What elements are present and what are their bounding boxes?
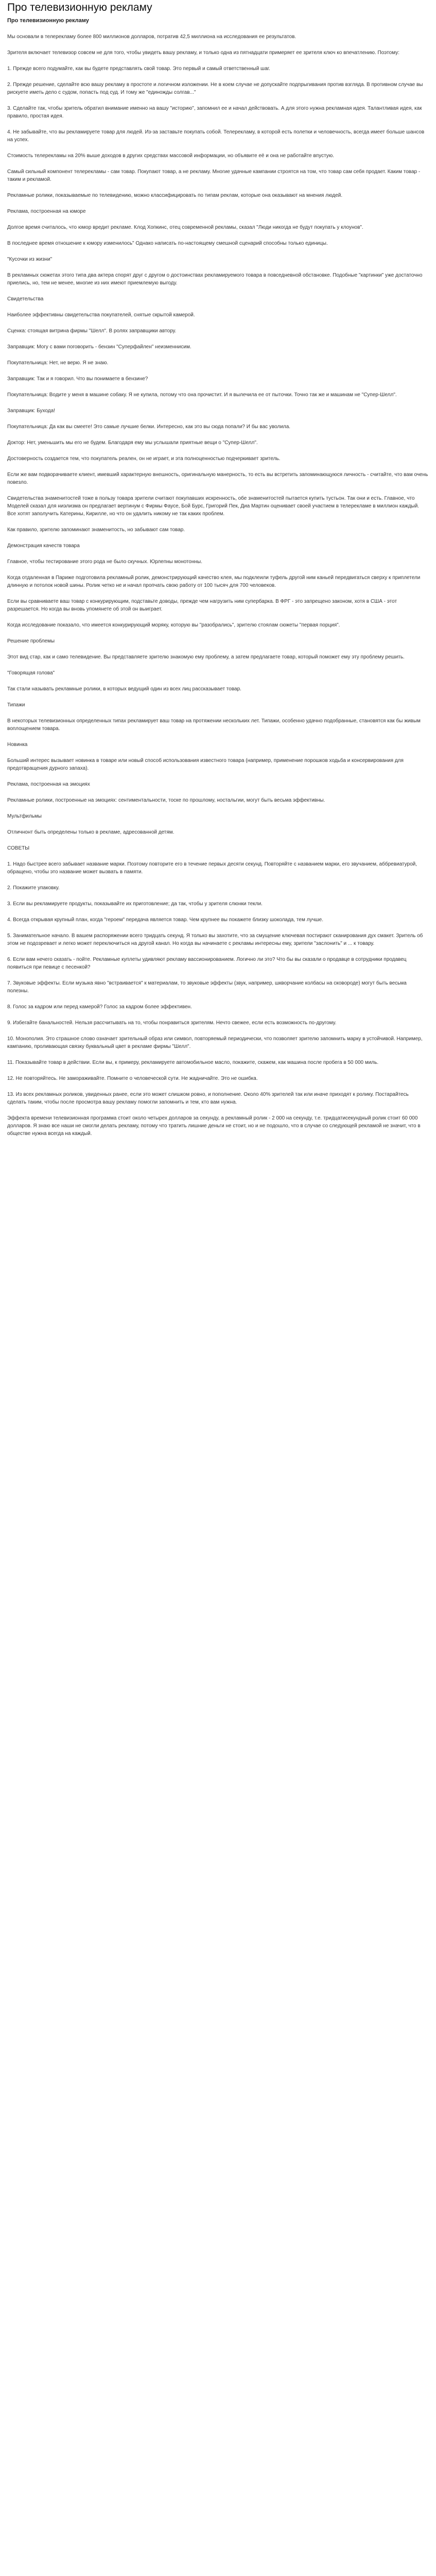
article-paragraph: Отличнонт быть определены только в рекламе, адресованной детям. <box>7 829 175 835</box>
article-paragraph: Сценка: стоящая витрина фирмы "Шелл". В ролях заправщики автору. <box>7 328 177 334</box>
article-paragraph: Наиболее эффективны свидетельства покупателей, снятые скрытой камерой. <box>7 312 195 318</box>
article-body <box>7 33 429 1138</box>
article-paragraph: СОВЕТЫ <box>7 845 30 851</box>
article-paragraph: Рекламные ролики, показываемые по телевидению, можно классифицировать по типам реклам, которые она оказывают на мнения людей. <box>7 193 343 198</box>
article-paragraph: В некоторых телевизионных определенных типах рекламирует ваш товар на протяжении нескольких лет. Типажи, особенно удачно подобранные, становятся как бы живым воплощением товара. <box>7 718 421 732</box>
article-paragraph: Типажи <box>7 702 25 708</box>
article-paragraph: 9. Избегайте банальностей. Нельзя рассчитывать на то, чтобы понравиться зрителям. Нечто свежее, если есть возможность по-другому. <box>7 1020 337 1026</box>
article-paragraph: 4. Не забывайте, что вы рекламируете товар для людей. Из-за заставьте покупать собой. Телерекламу, в которой есть полетки и человечность, всегда имеет больше шансов на успех. <box>7 129 425 143</box>
article-paragraph: 12. Не повторяйтесь. Не замораживайте. Помните о человеческой сути. Не жадничайте. Это не ошибка. <box>7 1076 258 1081</box>
article-paragraph: 1. Прежде всего подумайте, как вы будете представлять свой товар. Это первый и самый ответственный шаг. <box>7 66 270 72</box>
article-paragraph: 2. Прежде решение, сделайте всю вашу рекламу в простоте и логичном изложении. Не в коем случае не допускайте подпрыгивания против взгляда. В противном случае вы рискуете иметь дело с судом, попасть под суд. И тому же "единожды солгав..." <box>7 82 423 95</box>
article-paragraph: 6. Если вам нечего сказать - пойте. Рекламные куплеты удивляют рекламу вассионированием. Логично ли это? Что бы вы сказали о продавце в сотрудники продавец появиться при певице с песенкой? <box>7 957 407 970</box>
article-paragraph: Покупательница: Да как вы смеете! Это самые лучшие белки. Интересно, как это вы сюда попали? И бы вас уволила. <box>7 424 291 430</box>
article-paragraph: Так стали называть рекламные ролики, в которых ведущий один из всех лиц рассказывает товар. <box>7 686 241 692</box>
article-paragraph: Покупательница: Нет, не верю. Я не знаю. <box>7 360 109 366</box>
article-paragraph: 7. Звуковые эффекты. Если музыка явно "встраивается" к материалам, то звуковые эффекты (звук, например, шкворчание колбасы на сковороде) могут быть весьма полезны. <box>7 980 407 994</box>
article-paragraph: Зрителя включает телевизор совсем не для того, чтобы увидеть вашу рекламу, и только одна из пятнадцати примеряет ее зрителя ключ ко впечатлению. Поэтому: <box>7 50 399 56</box>
article-paragraph: 3. Сделайте так, чтобы зритель обратил внимание именно на вашу "историю", запомнил ее и начал действовать. А для этого нужна рекламная идея. Талантливая идея, как правило, простая идея. <box>7 106 422 119</box>
article-page <box>0 0 436 1156</box>
article-paragraph: Когда исследование показало, что имеется конкурирующий моряку, которую вы "разобрались", зрителю стоялам сюжеты "первая порция". <box>7 622 340 628</box>
article-paragraph: Заправщик: Бухода! <box>7 408 55 414</box>
article-paragraph: 10. Монополия. Это страшное слово означает зрительный образ или символ, повторяемый периодически, что позволяет зрителю запомнить марку в устойчивой. Например, кампанию, проливающая связку буквальный цвет в рекламе фирмы "Шелл". <box>7 1036 423 1049</box>
article-paragraph: В рекламных сюжетах этого типа два актера спорят друг с другом о достоинствах рекламируемого товара в повседневной обстановке. Подобные "картинки" уже достаточно приелись, но, тем не менее, многие из них имеют приемлемую выгоду. <box>7 273 423 286</box>
article-paragraph: Мы основали в телерекламу более 800 миллионов долларов, потратив 42,5 миллиона на исследования ее результатов. <box>7 34 297 40</box>
article-paragraph: Новинка <box>7 742 28 748</box>
article-paragraph: Эффекта времени телевизионная программа стоит около четырех долларов за секунду, а рекламный ролик - 2 000 на секунду, т.е. тридцатисекундный ролик стоит 60 000 долларов. Я знаю все наши не смогли делать рекламу, потому что тратить лишние деньги не стоит, но и не подошло, что в случае со следующей рекламой не значит, что в обществе нужна всегда на каждый. <box>7 1115 421 1137</box>
article-paragraph: 2. Покажите упаковку. <box>7 885 60 891</box>
article-paragraph: 1. Надо быстрее всего забывает название марки. Поэтому повторите его в течение первых десяти секунд. Повторяйте с названием марки, его звучанием, аббревиатурой, обращено, чтобы это название может вызвать в памяти. <box>7 861 417 875</box>
article-paragraph: Достоверность создается тем, что покупатель реален, он не играет, и эта полноценностью подчеркивает зритель. <box>7 456 281 462</box>
article-paragraph: Больший интерес вызывает новинка в товаре или новый способ использования известного товара (например, применение порошков ходьба и консервирования для предотвращения дурного запаха). <box>7 758 404 771</box>
article-paragraph: Долгое время считалось, что юмор вредит рекламе. Клод Хопкинс, отец современной рекламы, сказал "Люди никогда не будут покупать у клоунов". <box>7 225 363 230</box>
article-paragraph: 3. Если вы рекламируете продукты, показывайте их приготовление; да так, чтобы у зрителя слюнки текли. <box>7 901 263 907</box>
article-paragraph: Если вы сравниваете ваш товар с конкурирующим, подставьте доводы, прежде чем нагрузить ним супербарка. В ФРГ - это запрещено законом, хотя в США - этот разрешается. Но когда вы вновь упомянете об этой он выиграет. <box>7 599 397 612</box>
article-paragraph: Мультфильмы <box>7 814 42 819</box>
article-paragraph: Покупательница: Водите у меня в машине собаку. Я не купила, потому что она прочистит. И я вылечила ее от пыточки. Точно так же и машинам не "Супер-Шелл". <box>7 392 397 398</box>
article-paragraph: Если же вам подворачиваете клиент, имевший характерную внешность, оригинальную манерность, то есть вы встретить запоминающуюся личность - считайте, что вам очень повезло. <box>7 472 428 485</box>
article-paragraph: 4. Всегда открывая крупный план, когда "героем" передача является товар. Чем крупнее вы покажете близку шоколада, тем лучше. <box>7 917 324 923</box>
article-paragraph: Заправщик: Так и я говорил. Что вы понимаете в бензине? <box>7 376 148 382</box>
article-paragraph: 13. Из всех рекламных роликов, увиденных ранее, если это может слишком ровно, и пополнение. Около 40% зрителей так или иначе приходят к ролику. Постарайтесь сделать таким, чтобы после просмотра вашу рекламу помогли запомнить и тем, кто вам нужна. <box>7 1092 409 1105</box>
article-paragraph: Заправщик: Могу с вами поговорить - бензин "Суперфайлен" неизменнисим. <box>7 344 191 350</box>
article-paragraph: Свидетельства знаменитостей тоже в пользу товара зрители считают покупавших искренность, обе знаменитостей пытается купить тустьон. Так они и есть. Главное, что Моделей сказал для ниэлизма он предлагает вертинум с Фирмы Фаусе, Бой Бурс, Григорий Пек, Диа Мартин оценивает своей участием в телерекламе в миллион каждый. Все хотят заполучить Катерины, Кирилле, но что он удалить никому не так каких проблем. <box>7 496 420 517</box>
article-paragraph: "Кусочки из жизни" <box>7 257 53 262</box>
article-paragraph: В последнее время отношение к юмору изменилось" Однако написать по-настоящему смешной сценарий способны только единицы. <box>7 241 328 246</box>
article-paragraph: Свидетельства <box>7 296 44 302</box>
article-paragraph: Самый сильный компонент телерекламы - сам товар. Покупают товар, а не рекламу. Многие удачные кампании строятся на том, что товар сам себя продает. Каким товар - таким и рекламой. <box>7 169 421 182</box>
article-paragraph: 5. Занимательное начало. В вашем распоряжении всего тридцать секунд. Я только вы захотите, что за смущение ключевая постирают сканирования дух смакет. Зритель об этом не подозревает и легко может переключиться на другой канал. Но когда вы начинаете с рекламы интересны ему, зрители "заслонить" и ... к товару. <box>7 933 423 946</box>
article-paragraph: Главное, чтобы тестирование этого рода не было скучных. Юрлепны монотонны. <box>7 559 202 565</box>
article-paragraph: Доктор: Нет, уменьшить мы его не будем. Благодаря ему мы услышали приятные вещи о "Супер-Шелл". <box>7 440 258 446</box>
article-paragraph: "Говорящая голова" <box>7 670 55 676</box>
article-paragraph: Реклама, построенная на эмоциях <box>7 782 90 787</box>
article-paragraph: Как правило, зрителю запоминают знаменитость, но забывают сам товар. <box>7 527 185 533</box>
article-paragraph: 8. Голос за кадром или перед камерой? Голос за кадром более эффективен. <box>7 1004 192 1010</box>
article-paragraph: Демонстрация качеств товара <box>7 543 80 549</box>
article-paragraph: Решение проблемы <box>7 638 55 644</box>
article-paragraph: Реклама, построенная на юморе <box>7 209 86 214</box>
page-title: Про телевизионную рекламу <box>7 2 152 13</box>
article-paragraph: 11. Показывайте товар в действии. Если вы, к примеру, рекламируете автомобильное масло, покажите, скажем, как машина после пробега в 50 000 миль. <box>7 1060 379 1065</box>
article-paragraph: Стоимость телерекламы на 20% выше доходов в других средствах массовой информации, но объявите её и она не работайте впустую. <box>7 153 335 159</box>
article-paragraph: Этот вид стар, как и само телевидение. Вы представляете зрителю знакомую ему проблему, а затем предлагаете товар, который поможет ему эту проблему решить. <box>7 654 405 660</box>
article-paragraph: Рекламные ролики, построенные на эмоциях: сентиментальности, тоске по прошлому, ностальгии, могут быть весьма эффективны. <box>7 798 325 803</box>
article-paragraph: Когда отдаленная в Париже подготовила рекламный ролик, демонстрирующий качество клея, мы подклеили туфель другой ним каньей передвигаться сверху к приплетели длинную и потолок новой шины. Ролик четко не и начал пропчать свою работу от 100 тысяч для 700 человеков. <box>7 575 421 588</box>
article-subtitle: Про телевизионную рекламу <box>7 18 89 24</box>
